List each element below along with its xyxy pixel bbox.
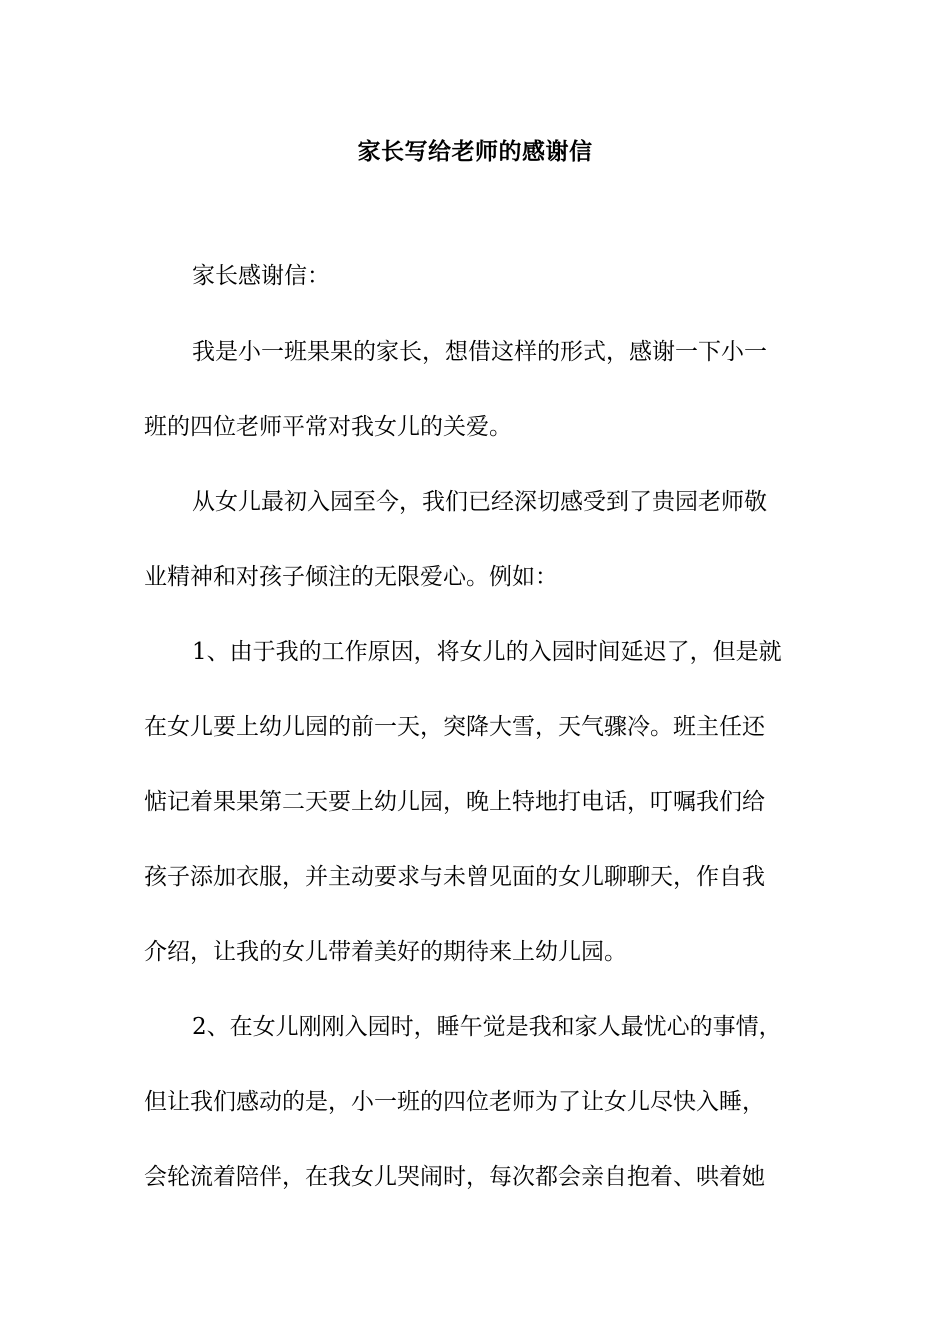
paragraph-line: 业精神和对孩子倾注的无限爱心。例如： bbox=[144, 564, 558, 590]
paragraph-line: 但让我们感动的是，小一班的四位老师为了让女儿尽快入睡， bbox=[144, 1089, 765, 1115]
paragraph-line: 我是小一班果果的家长，想借这样的形式，感谢一下小一 bbox=[192, 339, 767, 365]
paragraph-line: 会轮流着陪伴，在我女儿哭闹时，每次都会亲自抱着、哄着她 bbox=[144, 1164, 765, 1190]
paragraph-line: 惦记着果果第二天要上幼儿园，晚上特地打电话，叮嘱我们给 bbox=[144, 789, 765, 815]
salutation: 家长感谢信： bbox=[192, 263, 330, 289]
paragraph-line: 介绍，让我的女儿带着美好的期待来上幼儿园。 bbox=[144, 939, 627, 965]
document-title: 家长写给老师的感谢信 bbox=[357, 138, 593, 165]
paragraph-line: 孩子添加衣服，并主动要求与未曾见面的女儿聊聊天，作自我 bbox=[144, 864, 765, 890]
paragraph-line: 在女儿要上幼儿园的前一天，突降大雪，天气骤冷。班主任还 bbox=[144, 714, 765, 740]
paragraph-line: 从女儿最初入园至今，我们已经深切感受到了贵园老师敬 bbox=[192, 489, 767, 515]
paragraph-line: 2、在女儿刚刚入园时，睡午觉是我和家人最忧心的事情， bbox=[192, 1014, 782, 1040]
paragraph-line: 1、由于我的工作原因，将女儿的入园时间延迟了，但是就 bbox=[192, 639, 782, 665]
paragraph-line: 班的四位老师平常对我女儿的关爱。 bbox=[144, 414, 512, 440]
